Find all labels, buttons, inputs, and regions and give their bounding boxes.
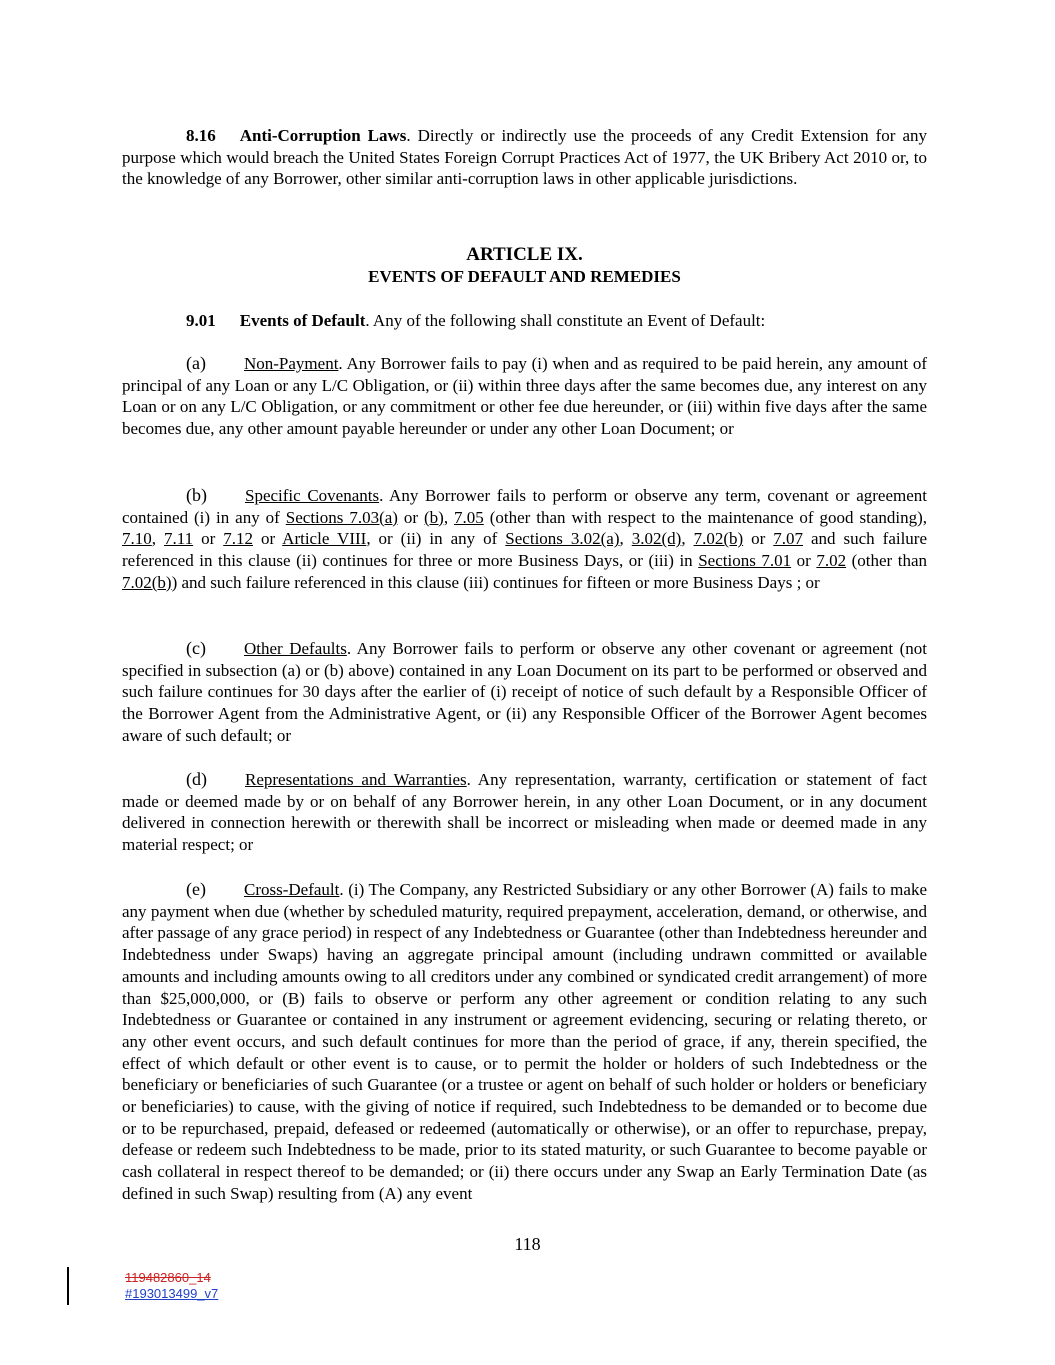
clause-text: and such failure referenced in this clause (ii) continues for three or more Business Days, or (iii) in bbox=[122, 529, 928, 571]
clause-text: or bbox=[743, 529, 774, 549]
section-ref: Sections 7.03(a) bbox=[285, 507, 398, 527]
clause-text: . Any Borrower fails to perform or observe any other covenant or agreement (not specified in subsection (a) or (b) above) contained in any Loan Document on its part to be performed or observed and such failure continues for 30 days after the earlier of (i) receipt of notice of such default by a Responsible Officer of the Borrower Agent from the Administrative Agent, or (ii) any Responsible Officer of the Borrower Agent becomes aware of such default; or bbox=[122, 639, 927, 745]
clause-text: , bbox=[151, 529, 164, 549]
section-ref: Sections 3.02(a) bbox=[505, 529, 620, 549]
section-ref: 7.10 bbox=[122, 529, 152, 549]
section-ref: Sections 7.01 bbox=[698, 551, 792, 571]
section-ref: (b) bbox=[424, 507, 444, 527]
clause-text: or bbox=[791, 551, 817, 571]
clause-label: (a) bbox=[186, 353, 206, 373]
clause-text: . Any Borrower fails to pay (i) when and as required to be paid herein, any amount of principal of any Loan or any L/C Obligation, or (ii) within three days after the same becomes due, any interest on any Loan or on any L/C Obligation, or any commitment or other fee due hereunder, or (iii) within five days after the same becomes due, any other amount payable hereunder or under any other Loan Document; or bbox=[122, 354, 927, 439]
page-number: 118 bbox=[514, 1234, 541, 1254]
section-title: Events of Default bbox=[239, 311, 366, 330]
clause-label: (c) bbox=[186, 638, 206, 658]
old-document-id: 119482860_14 bbox=[125, 1270, 211, 1285]
clause-d bbox=[122, 769, 927, 856]
clause-text: , bbox=[443, 507, 455, 527]
clause-text: ) and such failure referenced in this clause (iii) continues for fifteen or more Business Days ; or bbox=[171, 572, 820, 592]
clause-label: (d) bbox=[186, 769, 207, 789]
clause-text: . Any Borrower fails to perform or observe any term, covenant or agreement contained (i) in any of bbox=[122, 486, 928, 527]
clause-e bbox=[122, 879, 927, 1205]
clause-title: Specific Covenants bbox=[245, 486, 380, 505]
section-8-16 bbox=[122, 125, 927, 190]
clause-title: Non-Payment bbox=[243, 354, 339, 373]
clause-text: (other than bbox=[846, 551, 927, 571]
section-ref: 7.02(b) bbox=[693, 529, 744, 549]
section-ref: 7.02 bbox=[816, 551, 847, 571]
section-number: 9.01 bbox=[186, 311, 216, 330]
clause-a bbox=[122, 353, 927, 440]
clause-label: (e) bbox=[186, 879, 206, 899]
clause-text: , bbox=[619, 529, 632, 549]
clause-label: (b) bbox=[186, 485, 207, 505]
clause-text: or bbox=[252, 529, 283, 549]
section-ref: 7.12 bbox=[223, 529, 253, 549]
section-ref: Article VIII bbox=[282, 529, 367, 549]
clause-text: or bbox=[397, 507, 424, 527]
article-title: ARTICLE IX. bbox=[466, 244, 583, 265]
section-ref: 7.07 bbox=[773, 529, 804, 549]
section-text: . Directly or indirectly use the proceeds of any Credit Extension for any purpose which would breach the United States Foreign Corrupt Practices Act of 1977, the UK Bribery Act 2010 or, to the knowledge of any Borrower, other similar anti-corruption laws in other applicable jurisdictions. bbox=[122, 126, 928, 189]
section-title: Anti-Corruption Laws bbox=[239, 126, 407, 145]
clause-title: Representations and Warranties bbox=[245, 770, 467, 789]
clause-text: , bbox=[681, 529, 694, 549]
clause-text: or bbox=[193, 529, 224, 549]
article-subtitle: EVENTS OF DEFAULT AND REMEDIES bbox=[368, 267, 681, 286]
new-document-id[interactable]: #193013499_v7 bbox=[125, 1286, 219, 1301]
section-ref: 3.02(d) bbox=[631, 529, 682, 549]
clause-b bbox=[122, 485, 927, 594]
clause-title: Cross-Default bbox=[243, 880, 340, 899]
clause-text: . Any representation, warranty, certification or statement of fact made or deemed made by or on behalf of any Borrower herein, in any other Loan Document, or in any document delivered in connection herewith or therewith shall be incorrect or misleading when made or deemed made in any material respect; or bbox=[122, 770, 927, 855]
section-text: . Any of the following shall constitute an Event of Default: bbox=[365, 311, 766, 330]
section-ref: 7.02(b) bbox=[122, 572, 172, 592]
section-ref: 7.05 bbox=[454, 507, 484, 527]
clause-text: , or (ii) in any of bbox=[366, 529, 506, 549]
change-bar bbox=[67, 1267, 69, 1305]
section-number: 8.16 bbox=[186, 126, 216, 145]
clause-text: (other than with respect to the maintenance of good standing), bbox=[483, 507, 927, 527]
section-9-01 bbox=[122, 310, 927, 332]
clause-c bbox=[122, 638, 927, 747]
clause-title: Other Defaults bbox=[243, 639, 347, 658]
section-ref: 7.11 bbox=[163, 529, 194, 549]
clause-text: . (i) The Company, any Restricted Subsidiary or any other Borrower (A) fails to make any payment when due (whether by scheduled maturity, required prepayment, acceleration, demand, or otherwise, and after passage of any grace period) in respect of any Indebtedness or Guarantee (other than Indebtedness hereunder and Indebtedness under Swaps) having an aggregate principal amount (including undrawn committed or available amounts and including amounts owing to all creditors under any combined or syndicated credit arrangement) of more than $25,000,000, or (B) fails to observe or perform any other agreement or condition relating to any such Indebtedness or Guarantee or contained in any instrument or agreement evidencing, securing or relating thereto, or any other event occurs, and such default continues for more than the period of grace, if any, therein specified, the effect of which default or other event is to cause, or to permit the holder or holders of such Indebtedness or the beneficiary or beneficiaries of such Guarantee (or a trustee or agent on behalf of such holder or holders or beneficiary or beneficiaries) to cause, with the giving of notice if required, such Indebtedness to be demanded or to become due or to be repurchased, prepaid, defeased or redeemed (automatically or otherwise), or an offer to repurchase, prepay, defease or redeem such Indebtedness to be made, prior to its stated maturity, or such Guarantee to become payable or cash collateral in respect thereof to be demanded; or (ii) there occurs under any Swap an Early Termination Date (as defined in such Swap) resulting from (A) any event bbox=[122, 880, 927, 1203]
